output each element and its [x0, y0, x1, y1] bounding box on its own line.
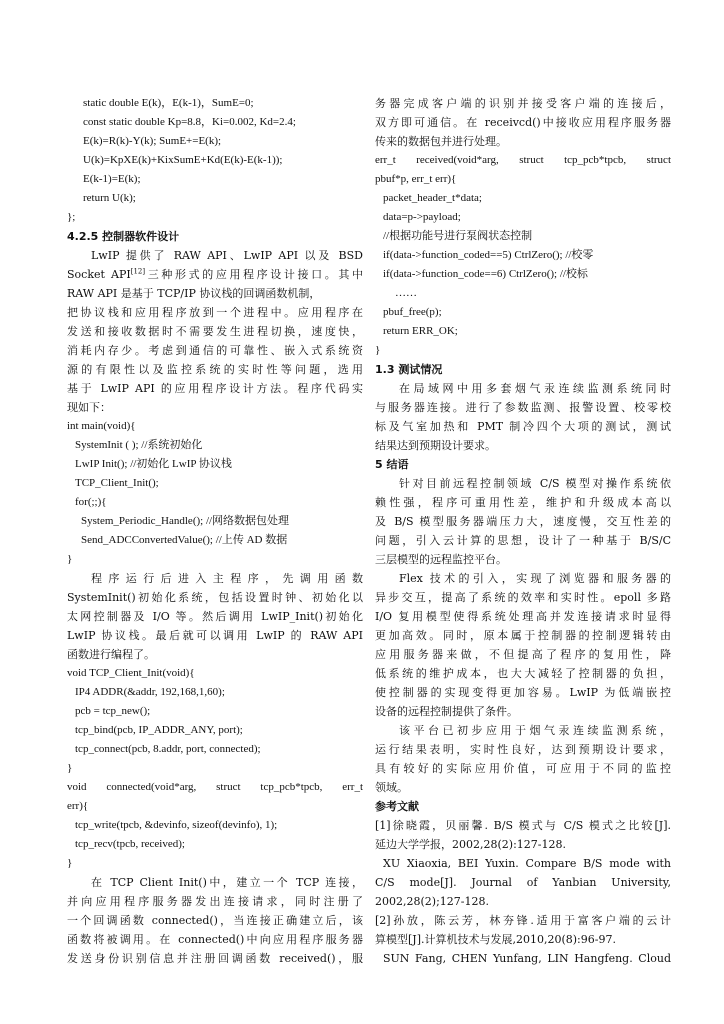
line-text: I/O 复用模型使得系统处理高并发连接请求时显得 — [375, 610, 671, 623]
line-text: pbuf_free(p); — [383, 306, 442, 318]
text-line — [375, 873, 671, 892]
text-line — [375, 170, 671, 189]
line-text: return ERR_OK; — [383, 325, 458, 337]
text-line — [375, 341, 671, 360]
text-line — [375, 493, 671, 512]
line-text: Flex 技术的引入，实现了浏览器和服务器的 — [399, 572, 671, 585]
line-text: Socket API — [67, 268, 131, 281]
line-text: err_t received(void*arg, struct tcp_pcb*tpcb, struct — [375, 154, 671, 166]
text-line — [375, 379, 671, 398]
line-text: 现如下： — [67, 401, 111, 414]
text-line — [67, 664, 363, 683]
line-text: 领域。 — [375, 781, 408, 794]
line-text-cont: 三种形式的应用程序设计接口。其中 — [145, 268, 363, 281]
text-line — [375, 227, 671, 246]
right-column — [375, 94, 671, 968]
line-text: 更加高效。同时，原本属于控制器的控制逻辑转由 — [375, 629, 671, 642]
line-text: pbuf*p, err_t err){ — [375, 173, 457, 185]
text-line — [67, 778, 363, 797]
text-line — [375, 94, 671, 113]
line-text: 程 序 运 行 后 进 入 主 程 序 ， 先 调 用 函 数 — [91, 572, 363, 585]
text-line — [375, 949, 671, 968]
text-line — [67, 854, 363, 873]
line-text: E(k)=R(k)-Y(k); SumE+=E(k); — [83, 135, 222, 147]
line-text: 一个回调函数 connected()，当连接正确建立后，该 — [67, 914, 363, 927]
line-text: 赖性强，程序可重用性差，维护和升级成本高以 — [375, 496, 671, 509]
text-line — [375, 607, 671, 626]
line-text: LwIP Init(); //初始化 LwIP 协议栈 — [75, 458, 232, 470]
line-text: 1.3 测试情况 — [375, 363, 443, 376]
line-text: 与服务器连接。进行了参数监测、报警设置、校零校 — [375, 401, 671, 414]
text-line — [375, 626, 671, 645]
text-line — [375, 854, 671, 873]
text-line — [375, 113, 671, 132]
line-text: 传来的数据包并进行处理。 — [375, 135, 507, 148]
text-line — [375, 569, 671, 588]
section-heading — [375, 797, 671, 816]
line-text: SystemInit()初始化系统，包括设置时钟、初始化以 — [67, 591, 363, 604]
line-text: 并向应用程序服务器发出连接请求，同时注册了 — [67, 895, 363, 908]
text-line — [67, 683, 363, 702]
line-text: 具有较好的实际应用价值，可应用于不同的监控 — [375, 762, 671, 775]
section-heading — [375, 455, 671, 474]
line-text: 函数将被调用。在 connected()中向应用程序服务器 — [67, 933, 363, 946]
line-text: 设备的远程控制提供了条件。 — [375, 705, 518, 718]
left-column — [67, 94, 363, 968]
text-line — [67, 816, 363, 835]
text-line — [67, 702, 363, 721]
line-text: 在局域网中用多套烟气汞连续监测系统同时 — [399, 382, 671, 395]
text-line — [67, 493, 363, 512]
line-text: U(k)=KpXE(k)+KixSumE+Kd(E(k)-E(k-1)); — [83, 154, 283, 166]
line-text: 低系统的维护成本，也大大减轻了控制器的负担， — [375, 667, 671, 680]
line-text: } — [375, 344, 381, 356]
line-text: 太网控制器及 I/O 等。然后调用 LwIP_Init()初始化 — [67, 610, 363, 623]
line-text: XU Xiaoxia, BEI Yuxin. Compare B/S mode with — [383, 857, 671, 870]
text-line — [67, 797, 363, 816]
line-text: 算模型[J].计算机技术与发展,2010,20(8):96-97. — [375, 933, 616, 946]
text-line — [375, 132, 671, 151]
line-text: 基于 LwIP API 的应用程序设计方法。程序代码实 — [67, 382, 363, 395]
text-line — [375, 835, 671, 854]
text-line — [375, 930, 671, 949]
line-text: 使控制器的实现变得更加容易。LwIP 为低端嵌控 — [375, 686, 671, 699]
line-text: SUN Fang, CHEN Yunfang, LIN Hangfeng. Cloud — [383, 952, 671, 965]
text-line — [375, 778, 671, 797]
line-text: System_Periodic_Handle(); //网络数据包处理 — [81, 515, 290, 527]
line-text: if(data->function_code==6) CtrlZero(); //校标 — [383, 268, 588, 280]
line-text: tcp_connect(pcb, 8.addr, port, connected); — [75, 743, 261, 755]
line-text: const static double Kp=8.8，Ki=0.002, Kd=2.4; — [83, 116, 296, 128]
line-text: for(;;){ — [75, 496, 107, 508]
text-line — [67, 417, 363, 436]
line-text: pcb = tcp_new(); — [75, 705, 151, 717]
line-text: } — [67, 857, 73, 869]
text-line — [375, 892, 671, 911]
text-line — [67, 379, 363, 398]
line-text: tcp_write(tpcb, &devinfo, sizeof(devinfo), 1); — [75, 819, 278, 831]
text-line — [375, 816, 671, 835]
line-text: 函数进行编程了。 — [67, 648, 155, 661]
line-text: 4.2.5 控制器软件设计 — [67, 230, 180, 243]
line-text: IP4 ADDR(&addr, 192,168,1,60); — [75, 686, 225, 698]
text-line — [375, 683, 671, 702]
text-line — [375, 664, 671, 683]
section-heading — [375, 360, 671, 379]
text-line — [67, 892, 363, 911]
text-line — [375, 588, 671, 607]
line-text: } — [67, 762, 73, 774]
line-text: 发送身份识别信息并注册回调函数 received()，服 — [67, 952, 363, 965]
line-text: [2]孙放，陈云芳，林夯锋.适用于富客户端的云计 — [375, 914, 671, 927]
text-line — [375, 702, 671, 721]
section-heading — [67, 227, 363, 246]
text-line — [67, 626, 363, 645]
text-line — [375, 284, 671, 303]
line-text: } — [67, 553, 73, 565]
line-text: 源的有限性以及监控系统的实时性等问题，选用 — [67, 363, 363, 376]
text-line — [67, 284, 363, 303]
line-text: //根据功能号进行泵阀状态控制 — [383, 230, 533, 242]
text-line — [67, 170, 363, 189]
line-text: 在 TCP Client Init()中，建立一个 TCP 连接， — [91, 876, 363, 889]
line-text: 运行结果表明，实时性良好，达到预期设计要求， — [375, 743, 671, 756]
line-text: LwIP 提供了 RAW API、LwIP API 以及 BSD — [91, 249, 363, 262]
line-text: 5 结语 — [375, 458, 409, 471]
text-line — [67, 550, 363, 569]
text-line — [67, 759, 363, 778]
text-line — [375, 740, 671, 759]
line-text: 该平台已初步应用于烟气汞连续监测系统， — [399, 724, 671, 737]
text-line — [67, 398, 363, 417]
text-line — [375, 303, 671, 322]
text-line — [375, 721, 671, 740]
text-line — [67, 189, 363, 208]
line-text: data=p->payload; — [383, 211, 461, 223]
text-line — [67, 835, 363, 854]
line-text: tcp_recv(tpcb, received); — [75, 838, 185, 850]
line-text: tcp_bind(pcb, IP_ADDR_ANY, port); — [75, 724, 243, 736]
text-line — [67, 265, 363, 284]
text-line — [67, 569, 363, 588]
text-line — [67, 531, 363, 550]
line-text: 针对目前远程控制领域 C/S 模型对操作系统依 — [399, 477, 671, 490]
line-text: void connected(void*arg, struct tcp_pcb*tpcb, err_t — [67, 781, 363, 793]
text-line — [67, 303, 363, 322]
text-line — [375, 436, 671, 455]
text-line — [375, 550, 671, 569]
text-line — [67, 911, 363, 930]
line-text: 三层模型的远程监控平台。 — [375, 553, 507, 566]
line-text: packet_header_t*data; — [383, 192, 482, 204]
line-text: 标及气室加热和 PMT 制冷四个大项的测试，测试 — [375, 420, 671, 433]
line-text: LwIP 协议栈。最后就可以调用 LwIP 的 RAW API — [67, 629, 363, 642]
text-line — [375, 208, 671, 227]
line-text: 2002,28(2);127-128. — [375, 895, 489, 908]
text-line — [67, 151, 363, 170]
line-text: 把协议栈和应用程序放到一个进程中。应用程序在 — [67, 306, 363, 319]
line-text: static double E(k)，E(k-1)，SumE=0; — [83, 97, 254, 109]
line-text: 参考文献 — [375, 800, 419, 813]
line-text: void TCP_Client_Init(void){ — [67, 667, 195, 679]
line-text: 消耗内存少。考虑到通信的可靠性、嵌入式系统资 — [67, 344, 363, 357]
line-text: int main(void){ — [67, 420, 136, 432]
line-text: 异步交互，提高了系统的效率和实时性。epoll 多路 — [375, 591, 671, 604]
text-line — [375, 246, 671, 265]
text-line — [375, 398, 671, 417]
text-line — [67, 645, 363, 664]
text-line — [67, 588, 363, 607]
text-line — [67, 873, 363, 892]
text-line — [375, 531, 671, 550]
text-line — [375, 645, 671, 664]
text-line — [67, 360, 363, 379]
text-line — [375, 759, 671, 778]
line-text: Send_ADCConvertedValue(); //上传 AD 数据 — [81, 534, 288, 546]
text-line — [375, 322, 671, 341]
line-text: err){ — [67, 800, 89, 812]
line-text: 务器完成客户端的识别并接受客户端的连接后， — [375, 97, 671, 110]
text-line — [375, 911, 671, 930]
text-line — [375, 151, 671, 170]
text-line — [67, 740, 363, 759]
text-line — [375, 265, 671, 284]
line-text: …… — [395, 287, 417, 299]
text-line — [375, 417, 671, 436]
line-text: C/S mode[J]. Journal of Yanbian University, — [375, 876, 671, 889]
line-text: if(data->function_coded==5) CtrlZero(); //校零 — [383, 249, 594, 261]
text-line — [67, 322, 363, 341]
text-line — [375, 512, 671, 531]
line-text: 延边大学学报，2002,28(2):127-128. — [375, 838, 566, 851]
line-text: SystemInit ( ); //系统初始化 — [75, 439, 203, 451]
line-text: E(k-1)=E(k); — [83, 173, 141, 185]
text-line — [67, 94, 363, 113]
text-line — [67, 436, 363, 455]
text-line — [67, 607, 363, 626]
text-line — [67, 512, 363, 531]
text-line — [67, 949, 363, 968]
line-text: 问题，引入云计算的思想，设计了一种基于 B/S/C — [375, 534, 671, 547]
text-line — [67, 721, 363, 740]
text-line — [67, 113, 363, 132]
line-text: RAW API 是基于 TCP/IP 协议栈的回调函数机制， — [67, 287, 321, 300]
line-text: 应用服务器来做，不但提高了程序的复用性，降 — [375, 648, 671, 661]
line-text: }; — [67, 211, 76, 223]
line-text: 发送和接收数据时不需要发生进程切换，速度快， — [67, 325, 363, 338]
text-line — [375, 189, 671, 208]
text-line — [67, 132, 363, 151]
text-line — [375, 474, 671, 493]
line-text: 结果达到预期设计要求。 — [375, 439, 496, 452]
line-text: TCP_Client_Init(); — [75, 477, 159, 489]
line-text: 双方即可通信。在 receivcd()中接收应用程序服务器 — [375, 116, 671, 129]
text-line — [67, 455, 363, 474]
line-text: return U(k); — [83, 192, 136, 204]
line-text: 及 B/S 模型服务器端压力大，速度慢，交互性差的 — [375, 515, 671, 528]
text-line — [67, 930, 363, 949]
text-line — [67, 474, 363, 493]
citation-ref: [12] — [130, 267, 146, 276]
text-line — [67, 246, 363, 265]
text-line — [67, 341, 363, 360]
line-text: [1]徐晓霞，贝丽馨. B/S 模式与 C/S 模式之比较[J]. — [375, 819, 671, 832]
text-line — [67, 208, 363, 227]
